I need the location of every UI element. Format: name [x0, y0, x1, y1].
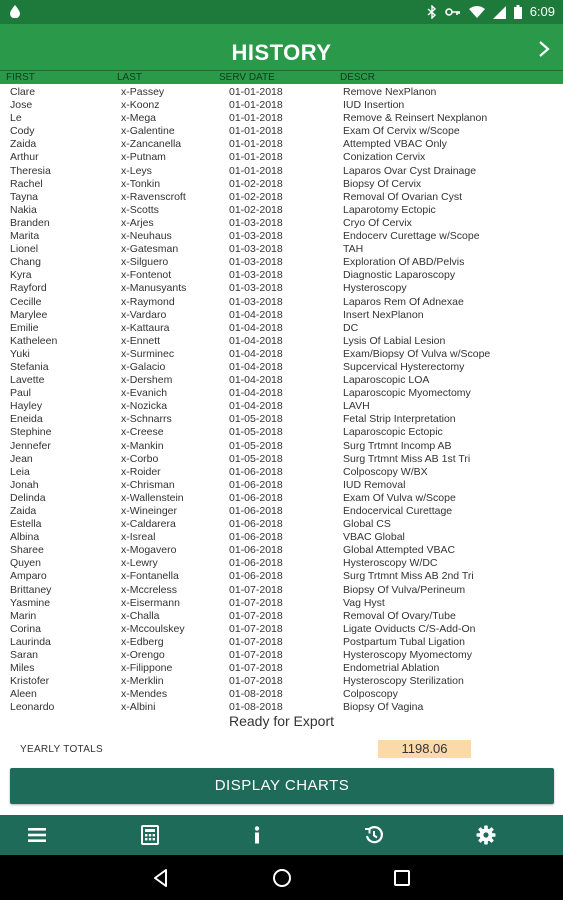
cell-first: Marin — [10, 609, 37, 622]
cell-descr: Remove NexPlanon — [343, 86, 437, 98]
table-row[interactable] — [0, 662, 563, 675]
cell-last: x-Creese — [121, 426, 164, 439]
cell-last: x-Mega — [121, 112, 157, 125]
cell-last: x-Roider — [121, 465, 161, 478]
cell-last: x-Vardaro — [121, 308, 167, 321]
cell-first: Saran — [10, 649, 39, 662]
cell-serv-date: 01-05-2018 — [229, 426, 283, 439]
settings-tab[interactable] — [456, 815, 516, 855]
table-row[interactable] — [0, 453, 563, 466]
table-row[interactable] — [0, 374, 563, 387]
cell-serv-date: 01-03-2018 — [229, 243, 283, 256]
table-row[interactable] — [0, 151, 563, 164]
cell-first: Le — [10, 112, 22, 125]
cell-descr: Hysteroscopy — [343, 282, 407, 295]
table-row[interactable] — [0, 400, 563, 413]
cell-last: x-Leys — [121, 164, 152, 177]
cell-last: x-Passey — [121, 86, 165, 98]
cell-last: x-Filippone — [121, 662, 173, 675]
clock: 6:09 — [529, 4, 555, 19]
table-row[interactable] — [0, 296, 563, 309]
cell-descr: Insert NexPlanon — [343, 308, 424, 321]
cell-descr: Surg Trtmnt Incomp AB — [343, 439, 452, 452]
cell-last: x-Mccreless — [121, 583, 178, 596]
cell-last: x-Mogavero — [121, 544, 177, 557]
info-icon — [253, 826, 261, 844]
cell-descr: Global Attempted VBAC — [343, 544, 456, 557]
cell-last: x-Kattaura — [121, 321, 170, 334]
cell-last: x-Fontenot — [121, 269, 172, 282]
table-row[interactable] — [0, 701, 563, 712]
table-row[interactable] — [0, 348, 563, 361]
cell-first: Lavette — [10, 374, 45, 387]
cell-descr: Laparoscopic LOA — [343, 374, 430, 387]
home-icon[interactable] — [271, 867, 293, 889]
table-row[interactable] — [0, 125, 563, 138]
cell-last: x-Challa — [121, 609, 160, 622]
cell-descr: Remove & Reinsert Nexplanon — [343, 112, 488, 125]
cell-first: Cecille — [10, 295, 42, 308]
cell-first: Sharee — [10, 544, 44, 557]
cell-serv-date: 01-06-2018 — [229, 518, 283, 531]
cell-first: Arthur — [10, 151, 39, 164]
cell-serv-date: 01-07-2018 — [229, 662, 283, 675]
cell-serv-date: 01-06-2018 — [229, 531, 283, 544]
cell-last: x-Chrisman — [121, 478, 175, 491]
cell-descr: Colposcopy — [343, 688, 398, 701]
cell-descr: Laparoscopic Myomectomy — [343, 387, 471, 400]
cell-first: Leonardo — [10, 701, 55, 712]
cell-last: x-Scotts — [121, 203, 159, 216]
cell-first: Stefania — [10, 360, 49, 373]
cell-descr: Endocervical Curettage — [343, 505, 453, 517]
cell-first: Aleen — [10, 688, 37, 701]
table-row[interactable] — [0, 256, 563, 269]
column-header-last[interactable]: LAST — [117, 72, 143, 83]
table-row[interactable] — [0, 217, 563, 230]
cell-serv-date: 01-04-2018 — [229, 308, 283, 321]
cell-serv-date: 01-03-2018 — [229, 269, 283, 282]
cell-first: Kristofer — [10, 675, 50, 688]
table-row[interactable] — [0, 675, 563, 688]
cell-last: x-Gatesman — [121, 243, 179, 256]
cell-descr: Exam/Biopsy Of Vulva w/Scope — [343, 347, 491, 360]
cell-serv-date: 01-03-2018 — [229, 282, 283, 295]
cell-last: x-Wineinger — [121, 505, 178, 517]
cell-last: x-Neuhaus — [121, 230, 172, 243]
cell-last: x-Merklin — [121, 675, 164, 688]
info-tab[interactable] — [227, 815, 287, 855]
cell-last: x-Dershem — [121, 374, 173, 387]
cell-descr: IUD Removal — [343, 478, 406, 491]
history-tab[interactable] — [344, 815, 404, 855]
table-row[interactable] — [0, 623, 563, 636]
cell-serv-date: 01-05-2018 — [229, 439, 283, 452]
cell-descr: Ligate Oviducts C/S-Add-On — [343, 622, 476, 635]
table-row[interactable] — [0, 230, 563, 243]
cell-descr: Laparos Rem Of Adnexae — [343, 295, 464, 308]
cell-descr: Hysteroscopy Myomectomy — [343, 649, 472, 662]
cell-last: x-Fontanella — [121, 570, 179, 583]
table-row[interactable] — [0, 322, 563, 335]
cell-serv-date: 01-07-2018 — [229, 622, 283, 635]
cell-descr: VBAC Global — [343, 531, 405, 544]
recents-icon[interactable] — [391, 867, 413, 889]
cell-first: Cody — [10, 125, 35, 138]
cell-first: Nakia — [10, 203, 37, 216]
droplet-icon — [8, 4, 22, 18]
cell-serv-date: 01-01-2018 — [229, 99, 283, 112]
table-row[interactable] — [0, 479, 563, 492]
cell-serv-date: 01-03-2018 — [229, 230, 283, 243]
cell-descr: Exploration Of ABD/Pelvis — [343, 256, 465, 269]
cell-first: Tayna — [10, 190, 39, 203]
cell-descr: Colposcopy W/BX — [343, 465, 428, 478]
cell-descr: Biopsy Of Vagina — [343, 701, 424, 712]
table-row[interactable] — [0, 99, 563, 112]
calculator-tab[interactable] — [120, 815, 180, 855]
cell-first: Kyra — [10, 269, 32, 282]
table-row[interactable] — [0, 335, 563, 348]
cell-descr: IUD Insertion — [343, 99, 405, 112]
table-row[interactable] — [0, 466, 563, 479]
table-row[interactable] — [0, 191, 563, 204]
cell-serv-date: 01-04-2018 — [229, 334, 283, 347]
cell-first: Jennefer — [10, 439, 51, 452]
cell-descr: Postpartum Tubal Ligation — [343, 635, 465, 648]
cell-first: Leia — [10, 465, 30, 478]
cell-first: Katheleen — [10, 334, 58, 347]
cell-serv-date: 01-05-2018 — [229, 452, 283, 465]
cell-first: Zaida — [10, 138, 37, 151]
system-nav-bar — [0, 855, 563, 900]
cell-serv-date: 01-04-2018 — [229, 387, 283, 400]
cell-last: x-Edberg — [121, 635, 164, 648]
cell-serv-date: 01-07-2018 — [229, 583, 283, 596]
cell-serv-date: 01-01-2018 — [229, 86, 283, 98]
key-icon — [445, 6, 461, 18]
table-row[interactable] — [0, 570, 563, 583]
back-icon[interactable] — [150, 867, 172, 889]
cell-serv-date: 01-03-2018 — [229, 256, 283, 269]
table-row[interactable] — [0, 557, 563, 570]
cell-first: Jonah — [10, 478, 39, 491]
cell-descr: Fetal Strip Interpretation — [343, 413, 456, 426]
cell-serv-date: 01-02-2018 — [229, 190, 283, 203]
cell-first: Quyen — [10, 557, 41, 570]
cell-last: x-Mendes — [121, 688, 168, 701]
cell-first: Jose — [10, 99, 33, 112]
table-row[interactable] — [0, 413, 563, 426]
cell-serv-date: 01-07-2018 — [229, 635, 283, 648]
cell-last: x-Ravenscroft — [121, 190, 186, 203]
table-row[interactable] — [0, 688, 563, 701]
cell-last: x-Raymond — [121, 295, 175, 308]
calculator-icon — [141, 825, 159, 845]
table-row[interactable] — [0, 269, 563, 282]
cell-last: x-Lewry — [121, 557, 158, 570]
cell-serv-date: 01-07-2018 — [229, 609, 283, 622]
cell-serv-date: 01-06-2018 — [229, 505, 283, 517]
column-header-first[interactable]: FIRST — [6, 72, 35, 83]
cell-last: x-Nozicka — [121, 400, 168, 413]
cell-last: x-Albini — [121, 701, 156, 712]
cell-first: Yuki — [10, 347, 30, 360]
cell-last: x-Evanich — [121, 387, 168, 400]
cell-first: Eneida — [10, 413, 43, 426]
cell-serv-date: 01-06-2018 — [229, 570, 283, 583]
cell-descr: Cryo Of Cervix — [343, 216, 412, 229]
menu-icon — [28, 827, 46, 843]
table-row[interactable] — [0, 178, 563, 191]
table-row[interactable] — [0, 361, 563, 374]
cell-last: x-Koonz — [121, 99, 160, 112]
cell-descr: Biopsy Of Cervix — [343, 177, 422, 190]
cell-descr: Supcervical Hysterectomy — [343, 360, 465, 373]
cell-serv-date: 01-04-2018 — [229, 374, 283, 387]
cell-first: Emilie — [10, 321, 39, 334]
cell-serv-date: 01-04-2018 — [229, 400, 283, 413]
cell-serv-date: 01-02-2018 — [229, 203, 283, 216]
cell-last: x-Orengo — [121, 649, 165, 662]
cell-first: Yasmine — [10, 596, 51, 609]
table-row[interactable] — [0, 387, 563, 400]
cell-first: Miles — [10, 662, 35, 675]
column-header-serv-date[interactable]: SERV DATE — [219, 72, 275, 83]
status-bar — [0, 0, 563, 24]
cell-last: x-Isreal — [121, 531, 156, 544]
cell-last: x-Manusyants — [121, 282, 187, 295]
table-row[interactable] — [0, 597, 563, 610]
cell-descr: Laparos Ovar Cyst Drainage — [343, 164, 477, 177]
history-icon — [364, 825, 384, 845]
cell-descr: TAH — [343, 243, 364, 256]
table-row[interactable] — [0, 309, 563, 322]
cell-descr: Hysteroscopy Sterilization — [343, 675, 464, 688]
cell-descr: Laparoscopic Ectopic — [343, 426, 443, 439]
column-headers — [0, 70, 563, 84]
table-row[interactable] — [0, 204, 563, 217]
cell-serv-date: 01-07-2018 — [229, 649, 283, 662]
cell-serv-date: 01-06-2018 — [229, 465, 283, 478]
cell-descr: Removal Of Ovarian Cyst — [343, 190, 463, 203]
table-row[interactable] — [0, 282, 563, 295]
yearly-totals-label: YEARLY TOTALS — [20, 744, 104, 755]
cell-serv-date: 01-03-2018 — [229, 295, 283, 308]
cell-last: x-Ennett — [121, 334, 161, 347]
cell-serv-date: 01-01-2018 — [229, 151, 283, 164]
cell-serv-date: 01-01-2018 — [229, 112, 283, 125]
page-title: HISTORY — [231, 40, 332, 65]
cell-descr: Removal Of Ovary/Tube — [343, 609, 456, 622]
cell-descr: DC — [343, 321, 359, 334]
column-header-descr[interactable]: DESCR — [340, 72, 376, 83]
table-row[interactable] — [0, 440, 563, 453]
table-row[interactable] — [0, 426, 563, 439]
cell-first: Clare — [10, 86, 36, 98]
cell-last: x-Corbo — [121, 452, 159, 465]
cell-last: x-Mankin — [121, 439, 164, 452]
table-row[interactable] — [0, 138, 563, 151]
cell-serv-date: 01-04-2018 — [229, 347, 283, 360]
cell-last: x-Arjes — [121, 216, 154, 229]
cell-serv-date: 01-08-2018 — [229, 688, 283, 701]
export-status: Ready for Export — [228, 713, 335, 729]
cell-last: x-Mccoulskey — [121, 622, 185, 635]
cell-last: x-Silguero — [121, 256, 169, 269]
cell-descr: Global CS — [343, 518, 391, 531]
app-bar — [0, 24, 563, 70]
cell-descr: Surg Trtmnt Miss AB 2nd Tri — [343, 570, 474, 583]
cell-first: Corina — [10, 622, 41, 635]
table-row[interactable] — [0, 649, 563, 662]
cell-descr: Exam Of Cervix w/Scope — [343, 125, 460, 138]
cell-first: Brittaney — [10, 583, 52, 596]
cell-descr: Endocerv Curettage w/Scope — [343, 230, 480, 243]
cell-first: Hayley — [10, 400, 43, 413]
display-charts-button[interactable]: DISPLAY CHARTS — [10, 768, 554, 804]
cell-descr: Hysteroscopy W/DC — [343, 557, 438, 570]
cell-first: Chang — [10, 256, 41, 269]
cell-first: Albina — [10, 531, 40, 544]
cell-first: Theresia — [10, 164, 51, 177]
cell-serv-date: 01-04-2018 — [229, 360, 283, 373]
cell-first: Jean — [10, 452, 33, 465]
cell-serv-date: 01-01-2018 — [229, 138, 283, 151]
cell-last: x-Schnarrs — [121, 413, 172, 426]
chevron-right-icon[interactable] — [535, 38, 553, 60]
cell-descr: Exam Of Vulva w/Scope — [343, 491, 456, 504]
cell-serv-date: 01-06-2018 — [229, 557, 283, 570]
cell-first: Marita — [10, 230, 40, 243]
wifi-icon — [469, 6, 485, 18]
signal-icon — [493, 6, 506, 19]
menu-tab[interactable] — [7, 815, 67, 855]
cell-first: Paul — [10, 387, 32, 400]
cell-last: x-Surminec — [121, 347, 175, 360]
cell-first: Laurinda — [10, 635, 51, 648]
cell-descr: Vag Hyst — [343, 596, 385, 609]
cell-descr: Diagnostic Laparoscopy — [343, 269, 456, 282]
cell-serv-date: 01-07-2018 — [229, 675, 283, 688]
cell-last: x-Putnam — [121, 151, 166, 164]
table-row[interactable] — [0, 584, 563, 597]
bottom-nav — [0, 815, 563, 855]
cell-descr: Endometrial Ablation — [343, 662, 440, 675]
cell-first: Marylee — [10, 308, 48, 321]
history-list[interactable] — [0, 86, 563, 712]
settings-icon — [476, 825, 496, 845]
cell-last: x-Galacio — [121, 360, 166, 373]
cell-first: Amparo — [10, 570, 47, 583]
table-row[interactable] — [0, 165, 563, 178]
cell-last: x-Tonkin — [121, 177, 161, 190]
cell-serv-date: 01-06-2018 — [229, 491, 283, 504]
cell-serv-date: 01-01-2018 — [229, 125, 283, 138]
cell-first: Zaida — [10, 505, 37, 517]
table-row[interactable] — [0, 492, 563, 505]
cell-serv-date: 01-03-2018 — [229, 216, 283, 229]
cell-first: Rachel — [10, 177, 43, 190]
cell-first: Lionel — [10, 243, 39, 256]
cell-serv-date: 01-04-2018 — [229, 321, 283, 334]
cell-serv-date: 01-06-2018 — [229, 544, 283, 557]
table-row[interactable] — [0, 112, 563, 125]
cell-first: Stephine — [10, 426, 52, 439]
cell-first: Delinda — [10, 491, 46, 504]
cell-descr: LAVH — [343, 400, 370, 413]
cell-last: x-Eisermann — [121, 596, 180, 609]
table-row[interactable] — [0, 610, 563, 623]
cell-last: x-Zancanella — [121, 138, 182, 151]
status-icons — [427, 4, 555, 20]
cell-descr: Biopsy Of Vulva/Perineum — [343, 583, 466, 596]
cell-last: x-Caldarera — [121, 518, 176, 531]
table-row[interactable] — [0, 505, 563, 518]
cell-descr: Lysis Of Labial Lesion — [343, 334, 446, 347]
yearly-totals-value: 1198.06 — [378, 740, 471, 758]
cell-serv-date: 01-07-2018 — [229, 596, 283, 609]
cell-first: Branden — [10, 216, 50, 229]
cell-serv-date: 01-01-2018 — [229, 164, 283, 177]
table-row[interactable] — [0, 531, 563, 544]
cell-last: x-Galentine — [121, 125, 175, 138]
cell-descr: Surg Trtmnt Miss AB 1st Tri — [343, 452, 471, 465]
cell-descr: Laparotomy Ectopic — [343, 203, 436, 216]
table-row[interactable] — [0, 636, 563, 649]
cell-descr: Attempted VBAC Only — [343, 138, 447, 151]
battery-icon — [514, 5, 522, 19]
table-row[interactable] — [0, 86, 563, 99]
cell-serv-date: 01-05-2018 — [229, 413, 283, 426]
cell-serv-date: 01-08-2018 — [229, 701, 283, 712]
cell-serv-date: 01-02-2018 — [229, 177, 283, 190]
table-row[interactable] — [0, 544, 563, 557]
cell-last: x-Wallenstein — [121, 491, 184, 504]
cell-descr: Conization Cervix — [343, 151, 426, 164]
bluetooth-icon — [427, 5, 437, 19]
table-row[interactable] — [0, 518, 563, 531]
cell-first: Rayford — [10, 282, 47, 295]
cell-serv-date: 01-06-2018 — [229, 478, 283, 491]
cell-first: Estella — [10, 518, 42, 531]
table-row[interactable] — [0, 243, 563, 256]
